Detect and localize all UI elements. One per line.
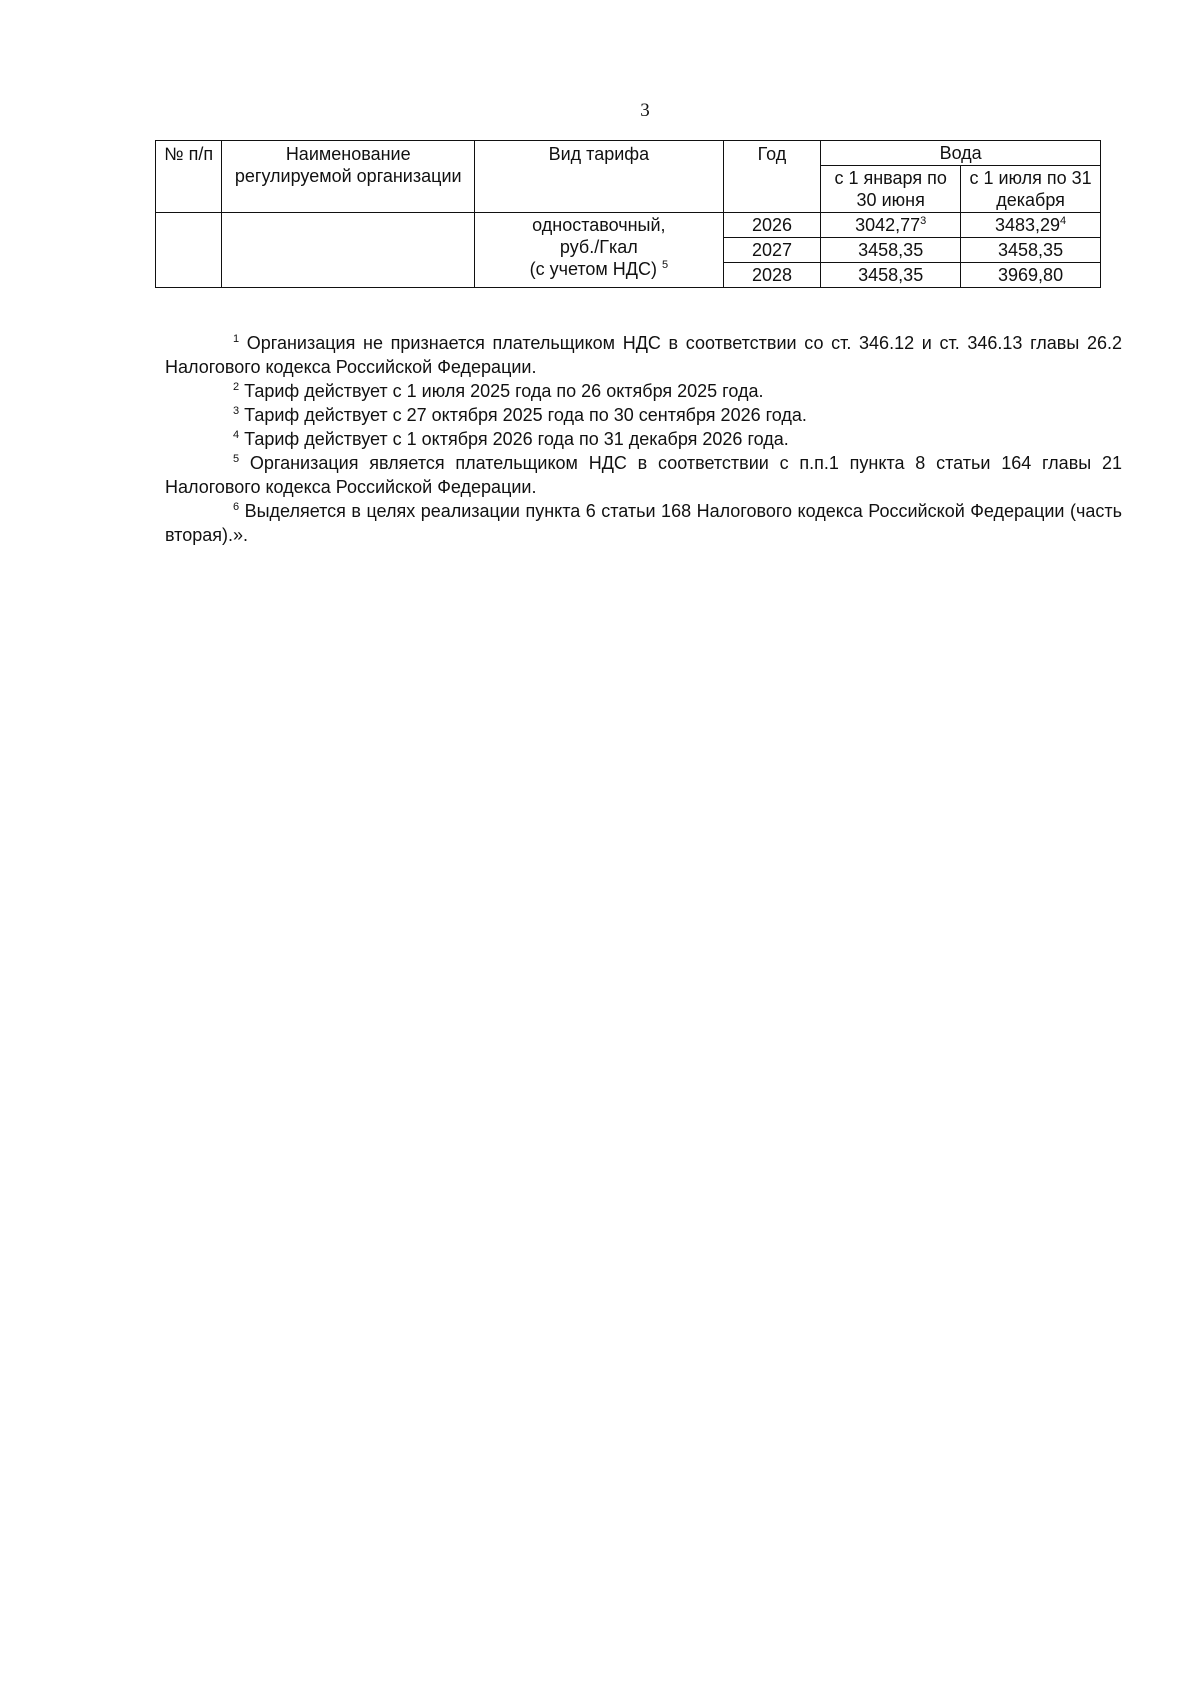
cell-period2: 3458,35 — [961, 238, 1101, 263]
cell-period2: 3969,80 — [961, 263, 1101, 288]
footnote-3: $^3$ Тариф действует с 27 октября 2025 года по 30 сентября 2026 года. — [233, 405, 807, 425]
header-period-jan-jun: с 1 января по 30 июня — [821, 166, 961, 213]
tariff-type-line2: руб./Гкал — [559, 237, 638, 257]
cell-tariff-type — [475, 213, 724, 288]
footnote-mark: 4 — [1060, 215, 1067, 227]
cell-period2: 3483,29$^4$ — [961, 213, 1101, 238]
header-tariff-type: Вид тарифа — [475, 141, 724, 213]
footnote-5: $^5$ Организация является плательщиком НДС в соответствии с п.п.1 пункта 8 статьи 164 главы 21 Налогового кодекса Российской Федерации. — [165, 453, 1122, 497]
footnote-mark: 3 — [920, 215, 927, 227]
header-num: № п/п — [156, 141, 222, 213]
header-year: Год — [723, 141, 821, 213]
cell-year: 2026 — [723, 213, 821, 238]
footnote-6: $^6$ Выделяется в целях реализации пункта 6 статьи 168 Налогового кодекса Российской Федерации (часть вторая).». — [165, 501, 1122, 545]
cell-year: 2027 — [723, 238, 821, 263]
header-period-jul-dec: с 1 июля по 31 декабря — [961, 166, 1101, 213]
tariff-type-line1: одноставочный, — [532, 215, 666, 235]
table-row — [156, 213, 1101, 238]
footnote-4: $^4$ Тариф действует с 1 октября 2026 года по 31 декабря 2026 года. — [233, 429, 789, 449]
footnote-1: $^1$ Организация не признается плательщиком НДС в соответствии со ст. 346.12 и ст. 346.13 главы 26.2 Налогового кодекса Российской Федерации. — [165, 333, 1122, 377]
footnote-2: $^2$ Тариф действует с 1 июля 2025 года по 26 октября 2025 года. — [233, 381, 764, 401]
cell-period1: 3042,77$^3$ — [821, 213, 961, 238]
cell-period1: 3458,35 — [821, 263, 961, 288]
footnotes — [165, 331, 1122, 547]
header-water: Вода — [821, 141, 1101, 166]
tariff-type-line3: (с учетом НДС) $^5$ — [529, 259, 669, 279]
page-number: 3 — [640, 100, 650, 121]
cell-year: 2028 — [723, 263, 821, 288]
header-organization: Наименование регулируемой организации — [222, 141, 475, 213]
cell-period1: 3458,35 — [821, 238, 961, 263]
cell-num — [156, 213, 222, 288]
table-header-row — [156, 141, 1101, 166]
footnote-mark: 5 — [662, 259, 669, 271]
cell-organization — [222, 213, 475, 288]
tariff-table — [155, 140, 1101, 288]
